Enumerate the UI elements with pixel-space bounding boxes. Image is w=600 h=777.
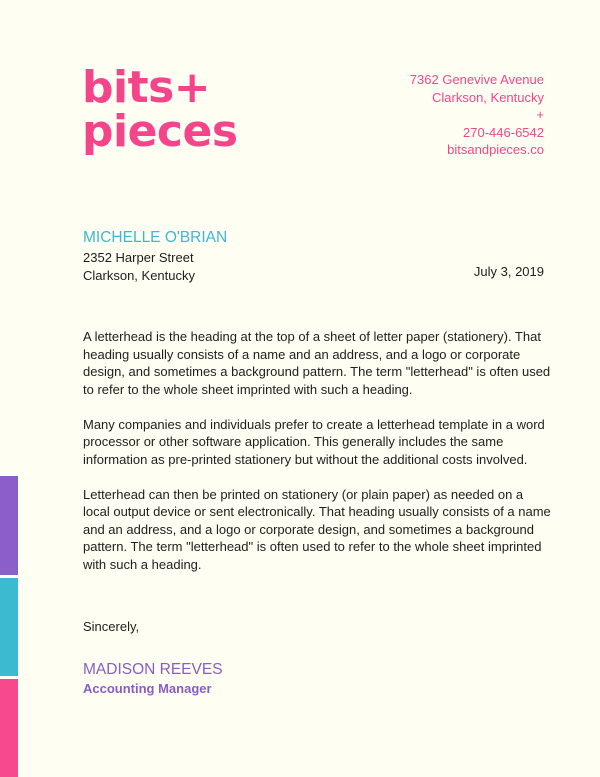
company-street: 7362 Genevive Avenue — [409, 72, 544, 87]
signer-block — [83, 660, 223, 698]
logo-line-2: pieces — [82, 106, 238, 157]
company-logo — [82, 62, 238, 157]
body-paragraph: Many companies and individuals prefer to create a letterhead template in a word processor or other software application. This generally includes the same information as pre-printed stationery but without the additional costs involved. — [83, 416, 545, 467]
contact-separator: + — [536, 107, 544, 122]
letter-date: July 3, 2019 — [473, 264, 544, 279]
decorative-bar-teal — [0, 578, 18, 676]
company-city: Clarkson, Kentucky — [432, 89, 544, 105]
company-phone: 270-446-6542 — [463, 124, 544, 140]
body-paragraph: Letterhead can then be printed on stationery (or plain paper) as needed on a local output device or sent electronically. That heading usually consists of a name and an address, and a logo or corporate design, and sometimes a background pattern. The term "letterhead" is often used to refer to the whole sheet imprinted with such a heading. — [83, 486, 551, 572]
recipient-name: MICHELLE O'BRIAN — [83, 229, 228, 246]
signer-name: MADISON REEVES — [83, 661, 223, 678]
recipient-street: 2352 Harper Street — [83, 250, 194, 265]
recipient-block — [83, 228, 227, 285]
company-website: bitsandpieces.co — [447, 142, 544, 157]
company-contact — [410, 71, 544, 159]
recipient-city: Clarkson, Kentucky — [83, 268, 195, 283]
body-paragraph: A letterhead is the heading at the top of a sheet of letter paper (stationery). That heading usually consists of a name and an address, and a logo or corporate design, and sometimes a background pattern. The term "letterhead" is often used to refer to the whole sheet imprinted with such a heading. — [83, 329, 551, 397]
signer-title: Accounting Manager — [83, 681, 212, 696]
closing: Sincerely, — [83, 619, 140, 634]
decorative-bar-pink — [0, 679, 18, 777]
letter-body — [83, 328, 553, 591]
decorative-bar-purple — [0, 476, 18, 575]
logo-line-1: bits+ — [82, 62, 211, 113]
